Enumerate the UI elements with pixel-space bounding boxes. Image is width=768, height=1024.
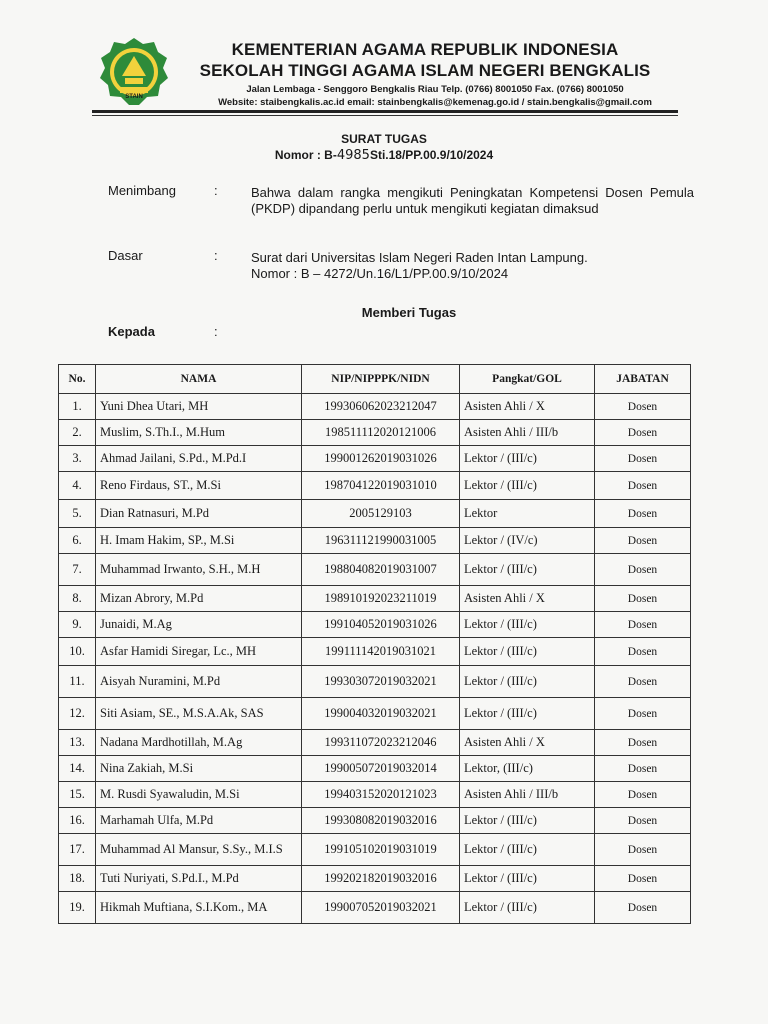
row-position: Dosen: [595, 782, 691, 808]
table-row: [59, 612, 691, 638]
table-row: [59, 782, 691, 808]
header-divider-thin: [92, 115, 678, 116]
row-name: Asfar Hamidi Siregar, Lc., MH: [96, 638, 302, 666]
row-position: Dosen: [595, 892, 691, 924]
row-number: 4.: [59, 472, 96, 500]
row-nip: 199005072019032014: [302, 756, 460, 782]
row-nip: 196311121990031005: [302, 528, 460, 554]
row-position: Dosen: [595, 730, 691, 756]
row-position: Dosen: [595, 500, 691, 528]
row-number: 2.: [59, 420, 96, 446]
row-position: Dosen: [595, 866, 691, 892]
row-rank: Lektor / (III/c): [460, 698, 595, 730]
table-row: [59, 500, 691, 528]
dasar-line-2: Nomor : B – 4272/Un.16/L1/PP.00.9/10/2024: [251, 266, 509, 281]
table-row: [59, 730, 691, 756]
row-number: 8.: [59, 586, 96, 612]
col-header-name: NAMA: [96, 365, 302, 394]
row-number: 14.: [59, 756, 96, 782]
table-row: [59, 698, 691, 730]
assignee-table: [58, 364, 691, 924]
row-rank: Lektor / (III/c): [460, 892, 595, 924]
row-number: 12.: [59, 698, 96, 730]
table-row: [59, 666, 691, 698]
row-nip: 198704122019031010: [302, 472, 460, 500]
row-nip: 199403152020121023: [302, 782, 460, 808]
col-header-nip: NIP/NIPPPK/NIDN: [302, 365, 460, 394]
row-rank: Lektor, (III/c): [460, 756, 595, 782]
row-rank: Lektor / (III/c): [460, 554, 595, 586]
col-header-no: No.: [59, 365, 96, 394]
row-rank: Lektor / (III/c): [460, 612, 595, 638]
kepada-colon: :: [214, 324, 218, 339]
row-number: 17.: [59, 834, 96, 866]
dasar-line-1: Surat dari Universitas Islam Negeri Raden Intan Lampung.: [251, 250, 588, 265]
row-number: 11.: [59, 666, 96, 698]
row-number: 6.: [59, 528, 96, 554]
row-rank: Lektor / (III/c): [460, 808, 595, 834]
row-rank: Asisten Ahli / X: [460, 586, 595, 612]
row-number: 5.: [59, 500, 96, 528]
table-row: [59, 834, 691, 866]
table-header-row: [59, 365, 691, 394]
row-position: Dosen: [595, 638, 691, 666]
menimbang-colon: :: [214, 183, 218, 198]
row-rank: Lektor: [460, 500, 595, 528]
row-position: Dosen: [595, 554, 691, 586]
logo-text: STAIN: [125, 94, 143, 100]
row-rank: Lektor / (IV/c): [460, 528, 595, 554]
ministry-name: KEMENTERIAN AGAMA REPUBLIK INDONESIA: [231, 40, 619, 59]
row-name: Mizan Abrory, M.Pd: [96, 586, 302, 612]
website-line: Website: staibengkalis.ac.id email: stainbengkalis@kemenag.go.id / stain.bengkalis@gmail.com: [218, 97, 652, 108]
row-position: Dosen: [595, 666, 691, 698]
row-name: Nadana Mardhotillah, M.Ag: [96, 730, 302, 756]
row-name: H. Imam Hakim, SP., M.Si: [96, 528, 302, 554]
row-nip: 198910192023211019: [302, 586, 460, 612]
table-row: [59, 394, 691, 420]
row-nip: 198804082019031007: [302, 554, 460, 586]
table-row: [59, 638, 691, 666]
row-nip: 199001262019031026: [302, 446, 460, 472]
row-rank: Asisten Ahli / III/b: [460, 420, 595, 446]
row-rank: Lektor / (III/c): [460, 446, 595, 472]
row-nip: 199308082019032016: [302, 808, 460, 834]
table-row: [59, 446, 691, 472]
table-row: [59, 866, 691, 892]
row-name: Siti Asiam, SE., M.S.A.Ak, SAS: [96, 698, 302, 730]
row-rank: Asisten Ahli / III/b: [460, 782, 595, 808]
row-name: Muhammad Irwanto, S.H., M.H: [96, 554, 302, 586]
institution-name: SEKOLAH TINGGI AGAMA ISLAM NEGERI BENGKALIS: [199, 61, 651, 80]
row-nip: 199004032019032021: [302, 698, 460, 730]
number-prefix: Nomor : B-: [274, 148, 337, 162]
row-name: Aisyah Nuramini, M.Pd: [96, 666, 302, 698]
row-number: 13.: [59, 730, 96, 756]
header-divider-thick: [92, 110, 678, 113]
col-header-rank: Pangkat/GOL: [460, 365, 595, 394]
row-name: Dian Ratnasuri, M.Pd: [96, 500, 302, 528]
row-name: Ahmad Jailani, S.Pd., M.Pd.I: [96, 446, 302, 472]
table-row: [59, 808, 691, 834]
row-name: Muhammad Al Mansur, S.Sy., M.I.S: [96, 834, 302, 866]
row-number: 18.: [59, 866, 96, 892]
table-row: [59, 554, 691, 586]
row-name: Tuti Nuriyati, S.Pd.I., M.Pd: [96, 866, 302, 892]
row-nip: 199104052019031026: [302, 612, 460, 638]
row-rank: Lektor / (III/c): [460, 472, 595, 500]
row-position: Dosen: [595, 586, 691, 612]
row-position: Dosen: [595, 446, 691, 472]
row-position: Dosen: [595, 394, 691, 420]
row-nip: 199105102019031019: [302, 834, 460, 866]
row-nip: 199111142019031021: [302, 638, 460, 666]
row-position: Dosen: [595, 528, 691, 554]
row-number: 19.: [59, 892, 96, 924]
number-handwritten: 4985: [336, 148, 370, 163]
table-row: [59, 756, 691, 782]
dasar-label: Dasar: [108, 248, 143, 263]
table-row: [59, 420, 691, 446]
row-number: 1.: [59, 394, 96, 420]
row-position: Dosen: [595, 612, 691, 638]
row-rank: Lektor / (III/c): [460, 866, 595, 892]
row-nip: 199311072023212046: [302, 730, 460, 756]
col-header-position: JABATAN: [595, 365, 691, 394]
row-rank: Lektor / (III/c): [460, 834, 595, 866]
row-name: M. Rusdi Syawaludin, M.Si: [96, 782, 302, 808]
row-rank: Asisten Ahli / X: [460, 730, 595, 756]
row-nip: 199306062023212047: [302, 394, 460, 420]
row-position: Dosen: [595, 472, 691, 500]
table-row: [59, 892, 691, 924]
number-suffix: Sti.18/PP.00.9/10/2024: [369, 148, 494, 162]
row-name: Muslim, S.Th.I., M.Hum: [96, 420, 302, 446]
table-row: [59, 586, 691, 612]
row-name: Nina Zakiah, M.Si: [96, 756, 302, 782]
address-line: Jalan Lembaga - Senggoro Bengkalis Riau Telp. (0766) 8001050 Fax. (0766) 8001050: [246, 84, 624, 95]
row-rank: Asisten Ahli / X: [460, 394, 595, 420]
row-number: 16.: [59, 808, 96, 834]
row-number: 15.: [59, 782, 96, 808]
dasar-colon: :: [214, 248, 218, 263]
memberi-tugas-heading: Memberi Tugas: [361, 305, 457, 320]
row-number: 10.: [59, 638, 96, 666]
kepada-label: Kepada: [108, 324, 155, 339]
row-position: Dosen: [595, 756, 691, 782]
row-position: Dosen: [595, 834, 691, 866]
row-name: Marhamah Ulfa, M.Pd: [96, 808, 302, 834]
row-nip: 2005129103: [302, 500, 460, 528]
row-nip: 199202182019032016: [302, 866, 460, 892]
row-nip: 199007052019032021: [302, 892, 460, 924]
document-title: SURAT TUGAS: [341, 132, 427, 146]
row-number: 9.: [59, 612, 96, 638]
row-position: Dosen: [595, 698, 691, 730]
row-name: Junaidi, M.Ag: [96, 612, 302, 638]
row-name: Reno Firdaus, ST., M.Si: [96, 472, 302, 500]
stain-logo: [92, 36, 176, 108]
row-name: Hikmah Muftiana, S.I.Kom., MA: [96, 892, 302, 924]
row-nip: 199303072019032021: [302, 666, 460, 698]
table-row: [59, 472, 691, 500]
row-rank: Lektor / (III/c): [460, 666, 595, 698]
row-rank: Lektor / (III/c): [460, 638, 595, 666]
row-position: Dosen: [595, 420, 691, 446]
row-number: 3.: [59, 446, 96, 472]
document-number: [0, 148, 768, 163]
row-position: Dosen: [595, 808, 691, 834]
menimbang-text: Bahwa dalam rangka mengikuti Peningkatan Kompetensi Dosen Pemula (PKDP) dipandang perlu untuk mengikuti kegiatan dimaksud: [251, 185, 694, 216]
row-nip: 198511112020121006: [302, 420, 460, 446]
row-number: 7.: [59, 554, 96, 586]
menimbang-label: Menimbang: [108, 183, 176, 198]
row-name: Yuni Dhea Utari, MH: [96, 394, 302, 420]
table-row: [59, 528, 691, 554]
